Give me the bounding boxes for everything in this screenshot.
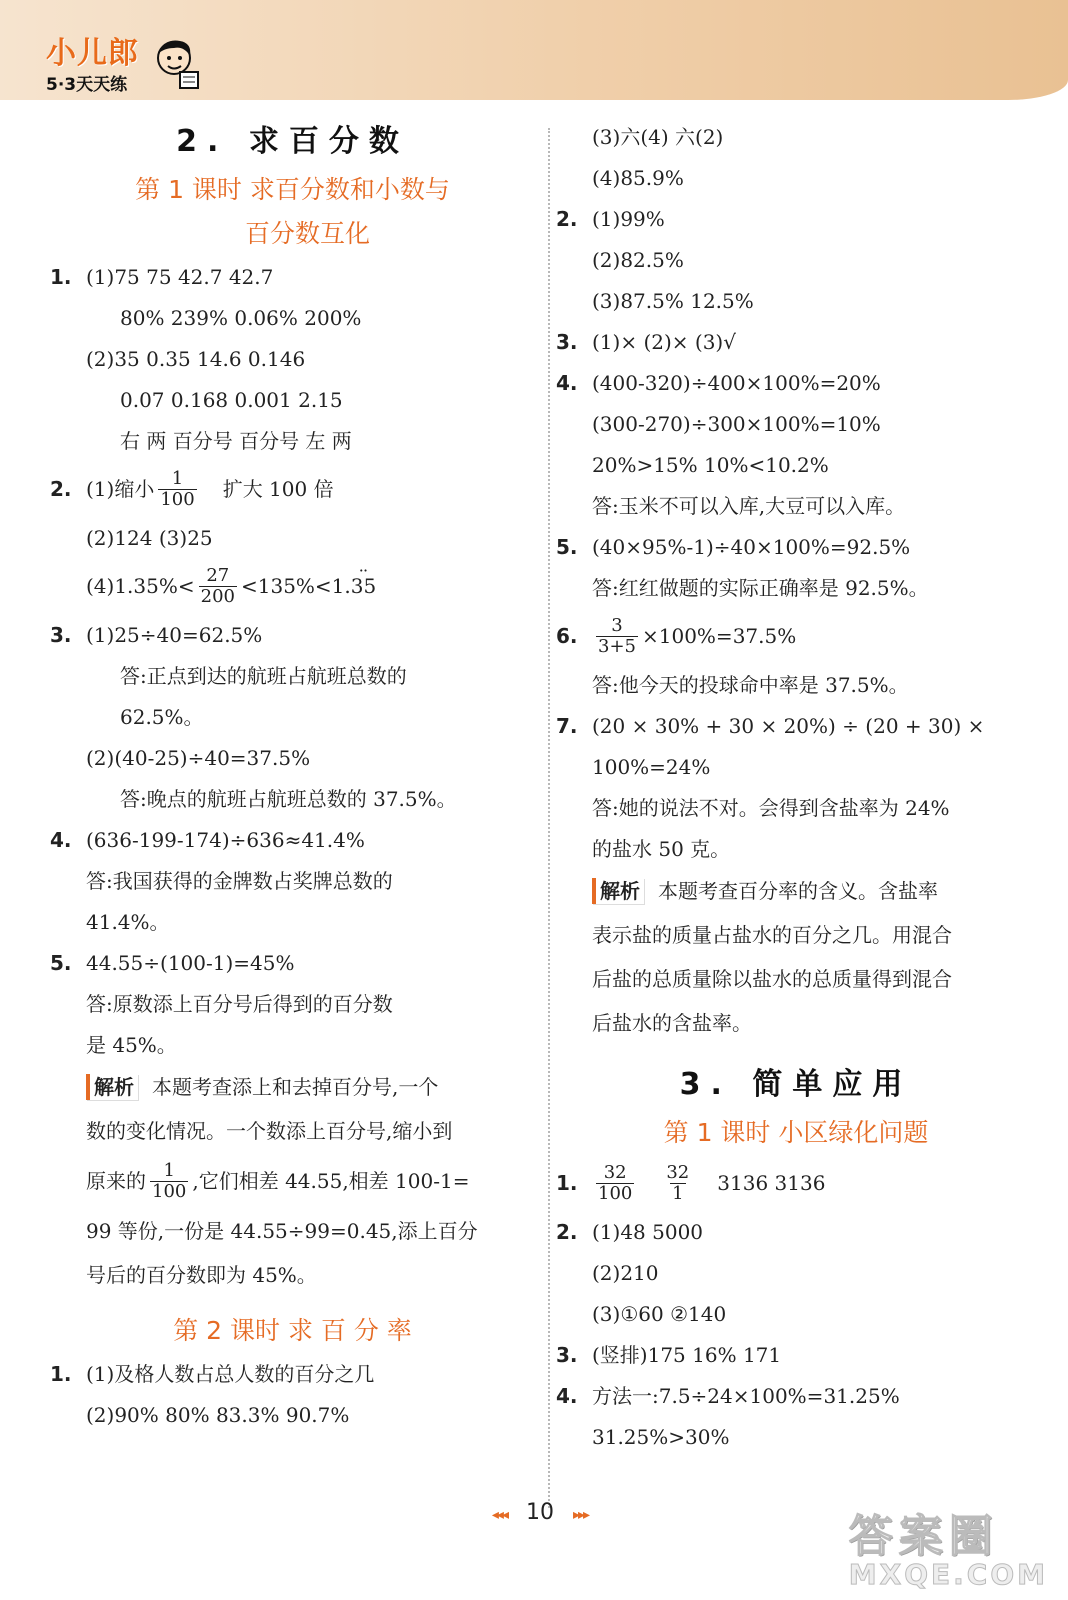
r-line1: (3)六(4) 六(2) bbox=[592, 124, 724, 149]
q1-line2: 80% 239% 0.06% 200% bbox=[120, 305, 362, 330]
r-q5-line2: 答:红红做题的实际正确率是 92.5%。 bbox=[592, 575, 929, 600]
q1-line4: 0.07 0.168 0.001 2.15 bbox=[120, 387, 343, 412]
q2-line3-a: (4)1.35%< bbox=[86, 574, 195, 598]
r-analysis-line4: 后盐水的含盐率。 bbox=[592, 1011, 752, 1035]
analysis-tag-right: 解析 bbox=[592, 878, 644, 904]
r-q4-line4: 答:玉米不可以入库,大豆可以入库。 bbox=[592, 493, 906, 518]
q3-line1: (1)25÷40=62.5% bbox=[86, 622, 263, 647]
r-q7-line3: 答:她的说法不对。会得到含盐率为 24% bbox=[592, 795, 950, 820]
r-row1 bbox=[556, 116, 1036, 157]
q2-row2 bbox=[50, 517, 535, 558]
q1-row2 bbox=[50, 297, 535, 338]
s3q2-line3: (3)①60 ②140 bbox=[592, 1301, 727, 1326]
page-number: 10 bbox=[526, 1500, 554, 1525]
brand-logo bbox=[46, 28, 139, 95]
analysis-frac-denominator: 100 bbox=[152, 1180, 187, 1202]
r-q5-row1 bbox=[556, 526, 1036, 567]
s3q1-rest: 3136 3136 bbox=[717, 1171, 826, 1195]
q3-row1 bbox=[50, 614, 535, 655]
header-banner bbox=[0, 0, 1068, 100]
s3q1-number: 1. bbox=[556, 1171, 578, 1195]
s3q4-line1: 方法一:7.5÷24×100%=31.25% bbox=[592, 1383, 900, 1408]
s3q1-fraction-2 bbox=[664, 1163, 691, 1204]
s3q1-fraction-1 bbox=[596, 1163, 634, 1204]
brand-name: 小儿郎 bbox=[46, 36, 139, 71]
r-q3-line1: (1)× (2)× (3)√ bbox=[592, 329, 736, 354]
q2-frac-denominator: 100 bbox=[160, 488, 195, 510]
q1-row1 bbox=[50, 256, 535, 297]
q2-line3-b: <135%<1. bbox=[240, 574, 351, 598]
analysis-row3 bbox=[86, 1153, 535, 1209]
q5-row1 bbox=[50, 942, 535, 983]
analysis-line1: 本题考查添上和去掉百分号,一个 bbox=[152, 1075, 439, 1099]
r-q5-number: 5. bbox=[556, 534, 578, 559]
r-q5-line1: (40×95%-1)÷40×100%=92.5% bbox=[592, 534, 911, 559]
l2q1-number: 1. bbox=[50, 1361, 72, 1386]
s3q4-row1 bbox=[556, 1375, 1036, 1416]
r-q2-line1: (1)99% bbox=[592, 206, 665, 231]
r-analysis-line1: 本题考查百分率的含义。含盐率 bbox=[658, 879, 938, 903]
q4-row3 bbox=[50, 901, 535, 942]
q1-line3: (2)35 0.35 14.6 0.146 bbox=[86, 346, 306, 371]
q2-line1-b: 扩大 100 倍 bbox=[222, 477, 334, 501]
analysis-line3-a: 原来的 bbox=[86, 1169, 146, 1193]
repeating-decimal: · · 35 bbox=[351, 574, 376, 598]
r-q7-row2 bbox=[556, 746, 1036, 787]
q1-number: 1. bbox=[50, 264, 72, 289]
left-column bbox=[50, 116, 535, 1435]
l2q1-line1: (1)及格人数占总人数的百分之几 bbox=[86, 1361, 375, 1386]
q1-line1: (1)75 75 42.7 42.7 bbox=[86, 264, 274, 289]
column-divider bbox=[548, 128, 550, 1508]
r-q7-line1: (20 × 30% + 30 × 20%) ÷ (20 + 30) × bbox=[592, 713, 985, 738]
q3-line5: 答:晚点的航班占航班总数的 37.5%。 bbox=[120, 786, 457, 811]
r-q3-row1 bbox=[556, 321, 1036, 362]
q3-row3 bbox=[50, 696, 535, 737]
r-q7-line4: 的盐水 50 克。 bbox=[592, 836, 731, 861]
q1-row3 bbox=[50, 338, 535, 379]
watermark-line1: 答案圈 bbox=[848, 1511, 999, 1562]
q3-line3: 62.5%。 bbox=[120, 704, 204, 729]
l2q1-row1 bbox=[50, 1353, 535, 1394]
s3q3-number: 3. bbox=[556, 1342, 578, 1367]
l2q1-line2: (2)90% 80% 83.3% 90.7% bbox=[86, 1402, 350, 1427]
s3q3-line1: (竖排)175 16% 171 bbox=[592, 1342, 782, 1367]
r-q6-frac-numerator: 3 bbox=[611, 614, 623, 636]
q5-line1: 44.55÷(100-1)=45% bbox=[86, 950, 295, 975]
q3-row5 bbox=[50, 778, 535, 819]
q2-frac2-numerator: 27 bbox=[206, 564, 230, 586]
lesson1-title-line1: 第 1 课时 求百分数和小数与 bbox=[135, 175, 450, 204]
s3q1-f1-numerator: 32 bbox=[603, 1161, 627, 1183]
q4-line1: (636-199-174)÷636≈41.4% bbox=[86, 827, 365, 852]
q1-line5: 右 两 百分号 百分号 左 两 bbox=[120, 428, 352, 453]
r-q4-row4 bbox=[556, 485, 1036, 526]
q3-number: 3. bbox=[50, 622, 72, 647]
r-q7-row4 bbox=[556, 828, 1036, 869]
q2-line2: (2)124 (3)25 bbox=[86, 525, 213, 550]
analysis-block-right bbox=[556, 869, 1036, 1045]
arrow-right-icon: ▸▸▸ bbox=[573, 1507, 589, 1523]
r-q7-row3 bbox=[556, 787, 1036, 828]
r-q6-row1 bbox=[556, 608, 1036, 664]
page-footer bbox=[460, 1500, 620, 1525]
analysis-block-left bbox=[50, 1065, 535, 1297]
r-q4-line2: (300-270)÷300×100%=10% bbox=[592, 411, 881, 436]
q2-frac2-denominator: 200 bbox=[200, 585, 235, 607]
r-q4-row1 bbox=[556, 362, 1036, 403]
watermark-line2: MXQE.COM bbox=[848, 1558, 1048, 1591]
r-q6-line1-b: ×100%=37.5% bbox=[642, 624, 797, 648]
q5-row3 bbox=[50, 1024, 535, 1065]
q1-row4 bbox=[50, 379, 535, 420]
s3q2-number: 2. bbox=[556, 1219, 578, 1244]
q2-fraction bbox=[158, 469, 196, 510]
q5-row2 bbox=[50, 983, 535, 1024]
analysis-line5: 号后的百分数即为 45%。 bbox=[86, 1263, 317, 1287]
q2-row1 bbox=[50, 461, 535, 517]
r-q2-line3: (3)87.5% 12.5% bbox=[592, 288, 754, 313]
lesson1-title-line2: 百分数互化 bbox=[244, 219, 370, 248]
r-q4-row3 bbox=[556, 444, 1036, 485]
q5-number: 5. bbox=[50, 950, 72, 975]
r-q6-number: 6. bbox=[556, 624, 578, 648]
s3q4-row2 bbox=[556, 1416, 1036, 1457]
q3-line4: (2)(40-25)÷40=37.5% bbox=[86, 745, 311, 770]
q5-line2: 答:原数添上百分号后得到的百分数 bbox=[86, 991, 393, 1016]
q4-line3: 41.4%。 bbox=[86, 909, 170, 934]
r-q4-line3: 20%>15% 10%<10.2% bbox=[592, 452, 829, 477]
r-q6-row2 bbox=[556, 664, 1036, 705]
r-q2-row3 bbox=[556, 280, 1036, 321]
r-analysis-line3: 后盐的总质量除以盐水的总质量得到混合 bbox=[592, 967, 952, 991]
s3q2-row1 bbox=[556, 1211, 1036, 1252]
r-row2 bbox=[556, 157, 1036, 198]
q3-row4 bbox=[50, 737, 535, 778]
r-q4-row2 bbox=[556, 403, 1036, 444]
r-q6-line2: 答:他今天的投球命中率是 37.5%。 bbox=[592, 672, 909, 697]
s3q2-row2 bbox=[556, 1252, 1036, 1293]
analysis-tag: 解析 bbox=[86, 1074, 138, 1100]
q2-row3 bbox=[50, 558, 535, 614]
analysis-line4: 99 等份,一份是 44.55÷99=0.45,添上百分 bbox=[86, 1219, 478, 1243]
r-q6-frac-denominator: 3+5 bbox=[598, 635, 636, 657]
analysis-fraction bbox=[150, 1161, 188, 1202]
analysis-frac-numerator: 1 bbox=[163, 1159, 175, 1181]
analysis-line2: 数的变化情况。一个数添上百分号,缩小到 bbox=[86, 1119, 453, 1143]
r-q2-row2 bbox=[556, 239, 1036, 280]
r-line2: (4)85.9% bbox=[592, 165, 684, 190]
r-q7-number: 7. bbox=[556, 713, 578, 738]
s3q3-row1 bbox=[556, 1334, 1036, 1375]
q3-row2 bbox=[50, 655, 535, 696]
lesson2-title: 第 2 课时 求 百 分 率 bbox=[173, 1316, 412, 1345]
section-title-2: 2. 求百分数 bbox=[176, 124, 409, 159]
r-q2-number: 2. bbox=[556, 206, 578, 231]
q1-row5 bbox=[50, 420, 535, 461]
analysis-line3-b: ,它们相差 44.55,相差 100-1= bbox=[192, 1169, 470, 1193]
series-name: 5·3天天练 bbox=[46, 75, 128, 95]
q2-line1-a: (1)缩小 bbox=[86, 477, 155, 501]
s3q4-line2: 31.25%>30% bbox=[592, 1424, 730, 1449]
r-q4-line1: (400-320)÷400×100%=20% bbox=[592, 370, 881, 395]
right-column bbox=[556, 116, 1036, 1457]
q2-number: 2. bbox=[50, 477, 72, 501]
s3q1-f1-denominator: 100 bbox=[598, 1182, 633, 1204]
s3q1-f2-numerator: 32 bbox=[666, 1161, 690, 1183]
q4-number: 4. bbox=[50, 827, 72, 852]
r-q7-line2: 100%=24% bbox=[592, 754, 711, 779]
s3q2-row3 bbox=[556, 1293, 1036, 1334]
s3q1-f2-denominator: 1 bbox=[672, 1182, 684, 1204]
q4-row1 bbox=[50, 819, 535, 860]
r-q2-row1 bbox=[556, 198, 1036, 239]
section-title-3: 3. 简单应用 bbox=[679, 1067, 913, 1102]
mascot-icon bbox=[150, 36, 202, 92]
s3q2-line1: (1)48 5000 bbox=[592, 1219, 704, 1244]
arrow-left-icon: ◂◂◂ bbox=[491, 1507, 507, 1523]
s3q1-row bbox=[556, 1155, 1036, 1211]
r-q7-row1 bbox=[556, 705, 1036, 746]
q3-line2: 答:正点到达的航班占航班总数的 bbox=[120, 663, 407, 688]
r-q2-line2: (2)82.5% bbox=[592, 247, 684, 272]
q5-line3: 是 45%。 bbox=[86, 1032, 177, 1057]
s3q2-line2: (2)210 bbox=[592, 1260, 659, 1285]
l2q1-row2 bbox=[50, 1394, 535, 1435]
s3q4-number: 4. bbox=[556, 1383, 578, 1408]
r-q6-fraction bbox=[596, 616, 638, 657]
r-q4-number: 4. bbox=[556, 370, 578, 395]
r-q5-row2 bbox=[556, 567, 1036, 608]
q2-frac-numerator: 1 bbox=[171, 467, 184, 489]
q4-line2: 答:我国获得的金牌数占奖牌总数的 bbox=[86, 868, 393, 893]
q2-fraction-2 bbox=[199, 566, 237, 607]
r-analysis-line2: 表示盐的质量占盐水的百分之几。用混合 bbox=[592, 923, 952, 947]
q4-row2 bbox=[50, 860, 535, 901]
lesson3-title: 第 1 课时 小区绿化问题 bbox=[663, 1118, 929, 1147]
watermark bbox=[849, 1500, 1048, 1591]
r-q3-number: 3. bbox=[556, 329, 578, 354]
